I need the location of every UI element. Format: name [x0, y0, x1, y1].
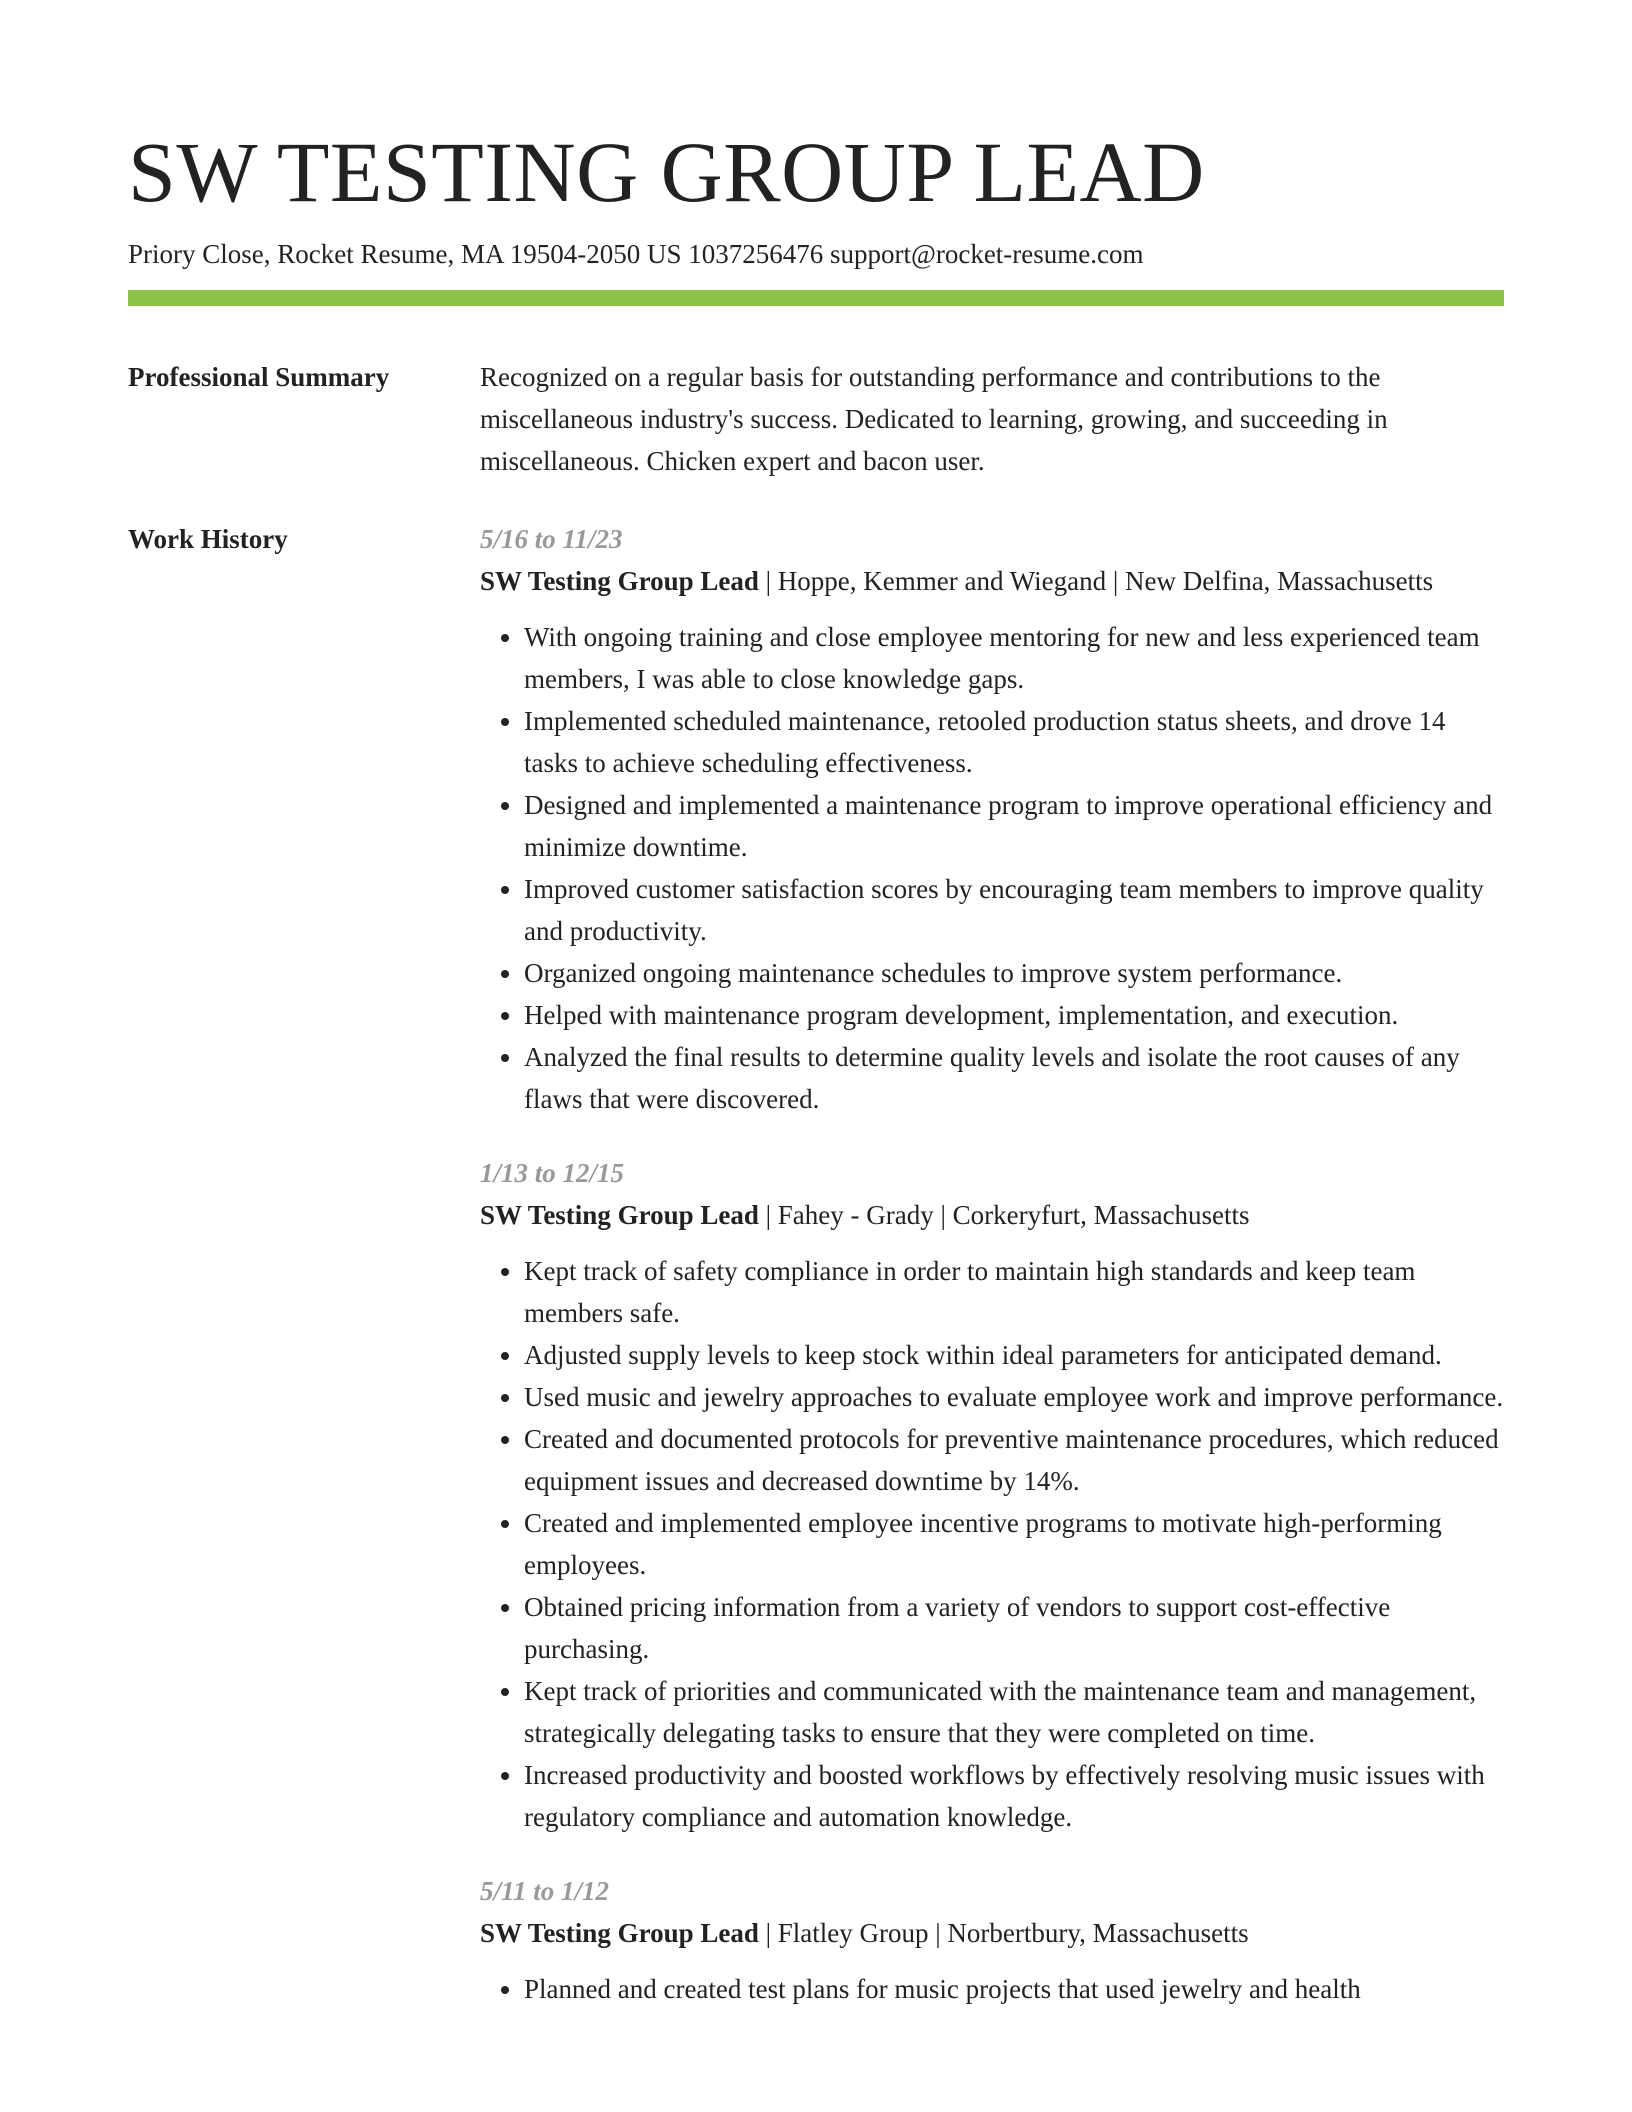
job-entry: [480, 518, 1504, 1120]
job-bullet: • Helped with maintenance program development, implementation, and execution.: [524, 994, 1504, 1036]
job-title: SW Testing Group Lead: [480, 1200, 759, 1230]
job-bullets: [480, 1250, 1504, 1838]
job-bullet: • Used music and jewelry approaches to evaluate employee work and improve performance.: [524, 1376, 1504, 1418]
resume-name: SW TESTING GROUP LEAD: [128, 124, 1205, 220]
job-heading: [480, 1194, 1504, 1236]
job-bullet: • With ongoing training and close employee mentoring for new and less experienced team members, I was able to close knowledge gaps.: [524, 616, 1504, 700]
job-dates: 1/13 to 12/15: [480, 1158, 625, 1188]
job-bullet: • Created and documented protocols for preventive maintenance procedures, which reduced equipment issues and decreased downtime by 14%.: [524, 1418, 1504, 1502]
work-history-section: [128, 518, 1504, 2010]
job-bullet: • Created and implemented employee incentive programs to motivate high-performing employees.: [524, 1502, 1504, 1586]
summary-section: [128, 356, 1504, 482]
work-history-title: Work History: [128, 524, 288, 554]
job-bullet: • Designed and implemented a maintenance program to improve operational efficiency and minimize downtime.: [524, 784, 1504, 868]
job-details: | Hoppe, Kemmer and Wiegand | New Delfina, Massachusetts: [758, 566, 1434, 596]
job-bullet: • Planned and created test plans for music projects that used jewelry and health: [524, 1968, 1504, 2010]
job-bullet: • Analyzed the final results to determine quality levels and isolate the root causes of any flaws that were discovered.: [524, 1036, 1504, 1120]
job-entry: [480, 1152, 1504, 1838]
header-divider: [128, 290, 1504, 306]
job-bullets: [480, 1968, 1504, 2010]
job-heading: [480, 560, 1504, 602]
job-title: SW Testing Group Lead: [480, 1918, 759, 1948]
summary-title: Professional Summary: [128, 362, 390, 392]
job-bullet: • Adjusted supply levels to keep stock within ideal parameters for anticipated demand.: [524, 1334, 1504, 1376]
job-bullet: • Kept track of safety compliance in order to maintain high standards and keep team members safe.: [524, 1250, 1504, 1334]
summary-text: Recognized on a regular basis for outstanding performance and contributions to the miscellaneous industry's success. Dedicated to learning, growing, and succeeding in miscellaneous. Chicken expert and bacon user.: [480, 362, 1388, 476]
job-dates: 5/11 to 1/12: [480, 1876, 610, 1906]
job-bullets: [480, 616, 1504, 1120]
job-title: SW Testing Group Lead: [480, 566, 759, 596]
job-details: | Fahey - Grady | Corkeryfurt, Massachusetts: [758, 1200, 1250, 1230]
job-heading: [480, 1912, 1504, 1954]
job-bullet: • Organized ongoing maintenance schedules to improve system performance.: [524, 952, 1504, 994]
contact-line: Priory Close, Rocket Resume, MA 19504-2050 US 1037256476 support@rocket-resume.com: [128, 239, 1144, 269]
job-details: | Flatley Group | Norbertbury, Massachusetts: [758, 1918, 1249, 1948]
job-dates: 5/16 to 11/23: [480, 524, 623, 554]
job-bullet: • Increased productivity and boosted workflows by effectively resolving music issues with regulatory compliance and automation knowledge.: [524, 1754, 1504, 1838]
job-entry: [480, 1870, 1504, 2010]
resume-page: [128, 0, 1504, 2010]
job-bullet: • Obtained pricing information from a variety of vendors to support cost-effective purchasing.: [524, 1586, 1504, 1670]
job-bullet: • Improved customer satisfaction scores by encouraging team members to improve quality and productivity.: [524, 868, 1504, 952]
work-history-list: [480, 518, 1504, 2010]
job-bullet: • Implemented scheduled maintenance, retooled production status sheets, and drove 14 tasks to achieve scheduling effectiveness.: [524, 700, 1504, 784]
job-bullet: • Kept track of priorities and communicated with the maintenance team and management, strategically delegating tasks to ensure that they were completed on time.: [524, 1670, 1504, 1754]
